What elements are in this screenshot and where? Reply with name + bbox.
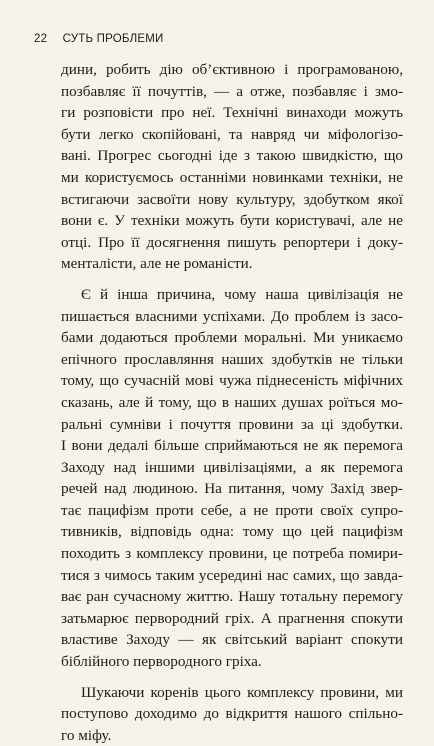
body-text [61,59,403,746]
text-line: вони є. У техніки можуть бути користувачі, але не [61,212,403,230]
text-line: менталісти, але не романісти. [61,255,253,273]
text-line: встигаючи засвоїти нову культуру, здобутком якої [61,190,403,208]
text-line: тає пацифізм проти себе, а не проти своїх супро- [61,501,403,519]
text-line: Шукаючи коренів цього комплексу провини, ми [81,683,403,701]
chapter-title: СУТЬ ПРОБЛЕМИ [62,33,164,45]
text-line: ральні сумніви і почуття провини за ці здобутки. [61,415,403,433]
text-line: Заходу над іншими цивілізаціями, а як перемога [61,458,403,476]
text-line: сказань, але й тому, що в наших душах роїться мо- [61,393,403,411]
text-line: бами додаються проблеми моральні. Ми уникаємо [61,329,403,347]
text-line: тому, що сучасній мові чужа піднесеність міфічних [61,372,403,390]
text-line: речей над людиною. На питання, чому Захід звер- [61,480,403,498]
paragraph [61,59,403,275]
paragraph-gap [61,673,403,682]
running-head [34,33,400,49]
text-line: затьмарює первородний гріх. А прагнення спокути [61,609,403,627]
text-line: поступово доходимо до відкриття нашого спільно- [61,705,403,723]
text-line: тивників, відповідь одна: тому що цей пацифізм [61,523,403,541]
text-line: позбавляє її почуттів, — а отже, позбавляє і змо- [61,82,403,100]
text-line: Є й інша причина, чому наша цивілізація не [81,285,403,303]
page-number: 22 [34,33,48,45]
text-line: походить з комплексу провини, це потреба помири- [61,545,403,563]
text-line: властиве Заходу — як світський варіант спокути [61,631,403,649]
text-line: епічного прославляння наших здобутків не тільки [61,350,403,368]
text-line: бути легко скопійовані, та навряд чи міфологізо- [61,125,403,143]
text-line: ги розповісти про неї. Технічні винаходи можуть [61,104,403,122]
text-line: ми користуємось останніми новинками техніки, не [61,168,403,186]
text-line: біблійного первородного гріха. [61,653,262,671]
text-line: дини, робить дію об’єктивною і програмованою, [61,61,403,78]
paragraph-gap [61,275,403,284]
text-line: ває ран сучасному життю. Нашу тотальну перемогу [61,588,403,606]
paragraph [61,682,403,746]
text-line: тися з чимось таким усередині нас самих, що завда- [61,566,403,584]
text-line: І вони дедалі більше сприймаються не як перемога [61,437,403,455]
text-line: пишається власними успіхами. До проблем із засо- [61,307,403,325]
text-line: го міфу. [61,726,112,744]
text-line: вані. Прогрес сьогодні іде з такою швидкістю, що [61,147,403,165]
text-line: отці. Про її досягнення пишуть репортери і доку- [61,233,403,251]
paragraph [61,284,403,673]
